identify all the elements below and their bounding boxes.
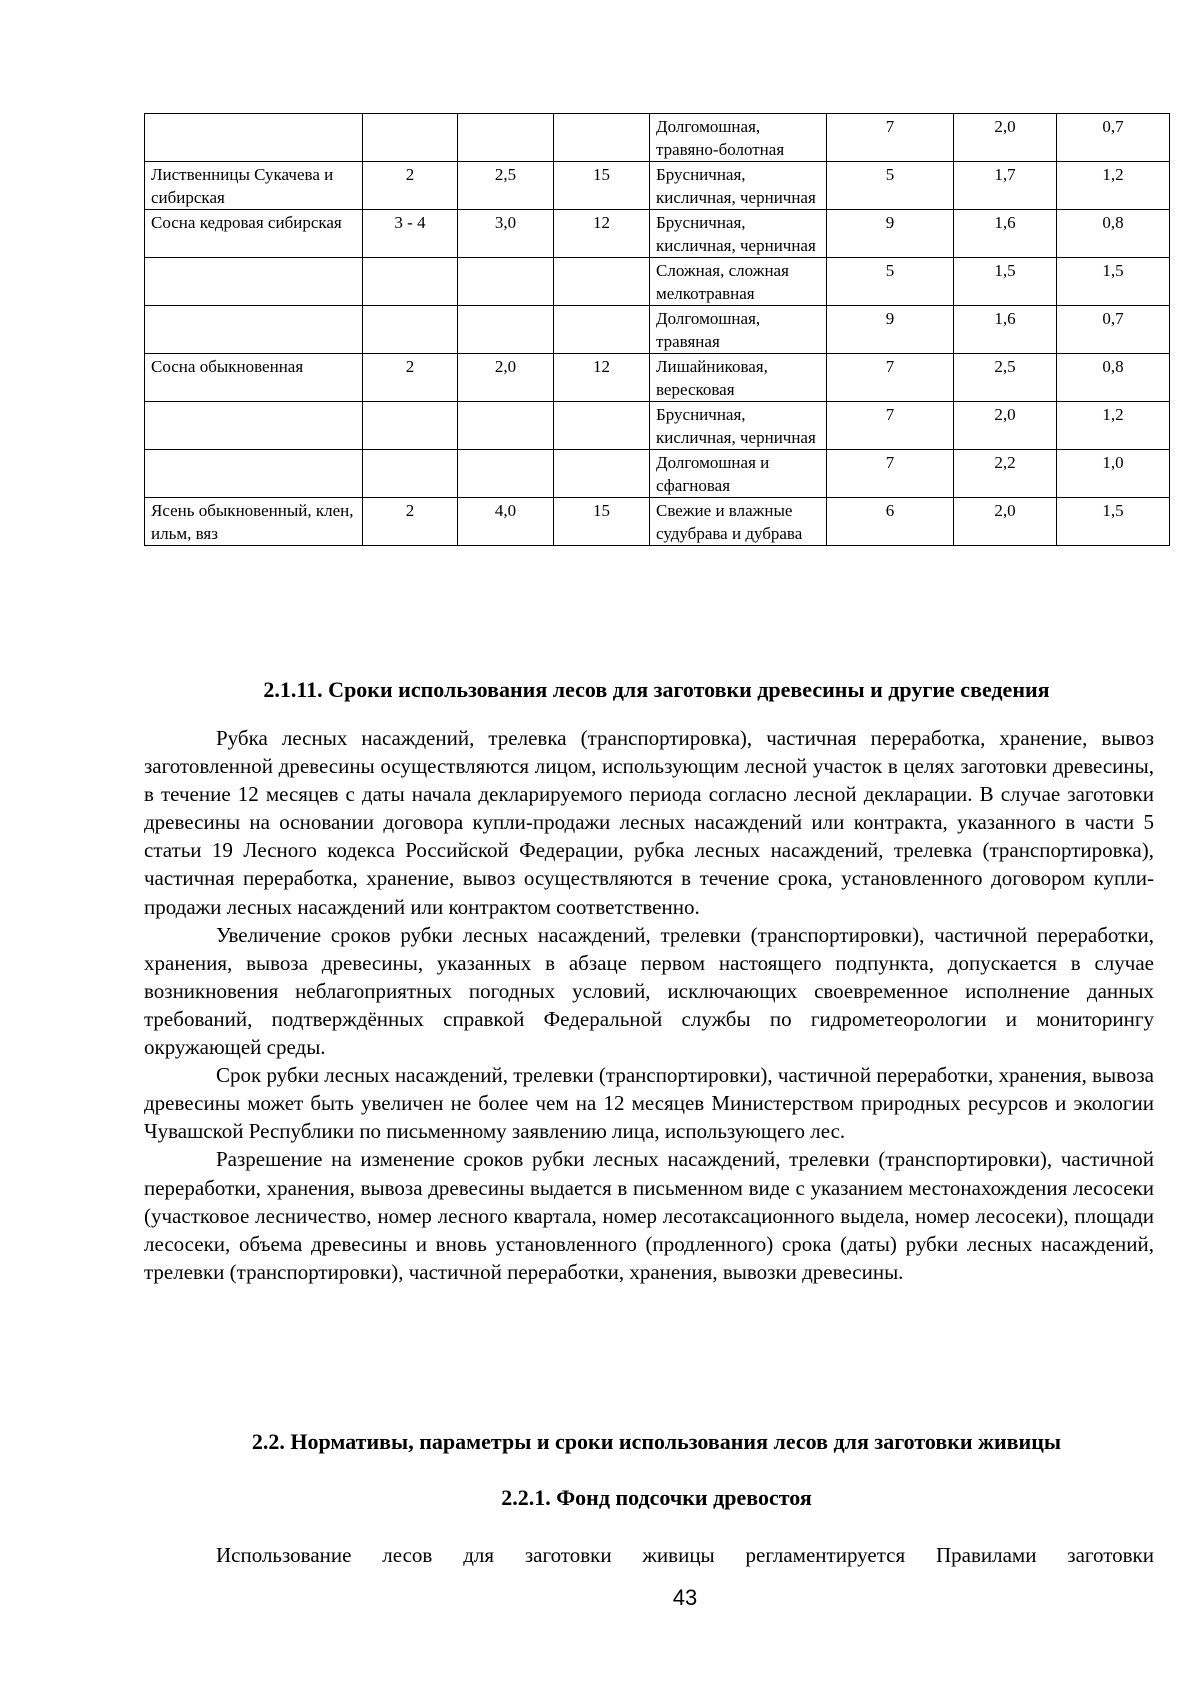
value-cell: 3,0 xyxy=(458,210,554,258)
forest-type-cell: Лишайниковая, вересковая xyxy=(650,354,827,402)
value-cell: 3 - 4 xyxy=(363,210,458,258)
table-row xyxy=(145,402,1170,450)
value-cell xyxy=(554,450,650,498)
species-cell: Лиственницы Сукачева и сибирская xyxy=(145,162,363,210)
section-heading-2-1-11: 2.1.11. Сроки использования лесов для заготовки древесины и другие сведения xyxy=(263,677,1050,702)
value-cell: 12 xyxy=(554,210,650,258)
section-heading-2-2-1: 2.2.1. Фонд подсочки древостоя xyxy=(501,1485,812,1510)
table-row xyxy=(145,210,1170,258)
species-cell: Сосна обыкновенная xyxy=(145,354,363,402)
value-cell xyxy=(554,402,650,450)
value-cell: 1,5 xyxy=(1057,258,1170,306)
value-cell: 2,0 xyxy=(954,114,1057,162)
forest-type-cell: Брусничная, кисличная, черничная xyxy=(650,402,827,450)
value-cell xyxy=(363,258,458,306)
value-cell xyxy=(458,306,554,354)
species-cell xyxy=(145,402,363,450)
value-cell xyxy=(554,258,650,306)
value-cell: 4,0 xyxy=(458,498,554,546)
value-cell: 2,0 xyxy=(954,498,1057,546)
value-cell xyxy=(458,258,554,306)
forest-type-cell: Брусничная, кисличная, черничная xyxy=(650,210,827,258)
value-cell: 2,2 xyxy=(954,450,1057,498)
value-cell xyxy=(554,114,650,162)
table-row xyxy=(145,450,1170,498)
page-number: 43 xyxy=(672,1585,698,1610)
value-cell: 1,7 xyxy=(954,162,1057,210)
paragraph: Использование лесов для заготовки живицы регламентируется Правилами заготовки xyxy=(216,1543,1154,1567)
species-cell xyxy=(145,258,363,306)
value-cell: 5 xyxy=(827,162,954,210)
forest-type-cell: Свежие и влажные судубрава и дубрава xyxy=(650,498,827,546)
value-cell xyxy=(458,402,554,450)
value-cell: 2,5 xyxy=(954,354,1057,402)
value-cell: 1,2 xyxy=(1057,402,1170,450)
forest-type-cell: Сложная, сложная мелкотравная xyxy=(650,258,827,306)
section-body-2-1-11 xyxy=(144,724,1154,1286)
value-cell: 7 xyxy=(827,354,954,402)
table-row xyxy=(145,306,1170,354)
forest-type-cell: Долгомошная и сфагновая xyxy=(650,450,827,498)
species-cell: Сосна кедровая сибирская xyxy=(145,210,363,258)
value-cell xyxy=(458,114,554,162)
value-cell: 1,6 xyxy=(954,306,1057,354)
value-cell: 0,7 xyxy=(1057,306,1170,354)
table-row xyxy=(145,258,1170,306)
paragraph: Разрешение на изменение сроков рубки лесных насаждений, трелевки (транспортировки), частичной переработки, хранения, вывоза древесины выдается в письменном виде с указанием местонахождения лесосеки (участковое лесничество, номер лесного квартала, номер лесотаксационного выдела, номер лесосеки), площади лесосеки, объема древесины и вновь установленного (продленного) срока (даты) рубки лесных насаждений, трелевки (транспортировки), частичной переработки, хранения, вывозки древесины. xyxy=(144,1147,1154,1284)
value-cell xyxy=(363,402,458,450)
value-cell: 2 xyxy=(363,354,458,402)
value-cell: 2,5 xyxy=(458,162,554,210)
paragraph: Срок рубки лесных насаждений, трелевки (транспортировки), частичной переработки, хранения, вывоза древесины может быть увеличен не более чем на 12 месяцев Министерством природных ресурсов и экологии Чувашской Республики по письменному заявлению лица, использующего лес. xyxy=(144,1063,1154,1144)
value-cell: 15 xyxy=(554,498,650,546)
table-row xyxy=(145,114,1170,162)
value-cell: 9 xyxy=(827,306,954,354)
table-row xyxy=(145,498,1170,546)
paragraph: Рубка лесных насаждений, трелевка (транспортировка), частичная переработка, хранение, вывоз заготовленной древесины осуществляются лицом, использующим лесной участок в целях заготовки древесины, в течение 12 месяцев с даты начала декларируемого периода согласно лесной декларации. В случае заготовки древесины на основании договора купли-продажи лесных насаждений или контракта, указанного в части 5 статьи 19 Лесного кодекса Российской Федерации, рубка лесных насаждений, трелевка (транспортировка), частичная переработка, хранение, вывоз осуществляются в течение срока, установленного договором купли-продажи лесных насаждений или контрактом соответственно. xyxy=(144,726,1154,919)
species-cell: Ясень обыкновенный, клен, ильм, вяз xyxy=(145,498,363,546)
value-cell: 1,2 xyxy=(1057,162,1170,210)
value-cell: 7 xyxy=(827,402,954,450)
species-cell xyxy=(145,450,363,498)
forest-type-cell: Долгомошная, травяно-болотная xyxy=(650,114,827,162)
value-cell: 5 xyxy=(827,258,954,306)
value-cell xyxy=(363,114,458,162)
value-cell: 1,5 xyxy=(1057,498,1170,546)
value-cell xyxy=(458,450,554,498)
value-cell: 1,6 xyxy=(954,210,1057,258)
value-cell: 9 xyxy=(827,210,954,258)
species-cell xyxy=(145,114,363,162)
value-cell: 7 xyxy=(827,114,954,162)
value-cell: 2 xyxy=(363,498,458,546)
norm-table xyxy=(144,113,1170,546)
norm-table-body xyxy=(145,114,1170,546)
value-cell xyxy=(363,306,458,354)
value-cell: 2 xyxy=(363,162,458,210)
forest-type-cell: Брусничная, кисличная, черничная xyxy=(650,162,827,210)
value-cell: 2,0 xyxy=(954,402,1057,450)
table-row xyxy=(145,354,1170,402)
value-cell: 2,0 xyxy=(458,354,554,402)
value-cell: 12 xyxy=(554,354,650,402)
value-cell: 15 xyxy=(554,162,650,210)
table-row xyxy=(145,162,1170,210)
value-cell: 0,8 xyxy=(1057,354,1170,402)
value-cell: 1,0 xyxy=(1057,450,1170,498)
value-cell: 0,7 xyxy=(1057,114,1170,162)
paragraph: Увеличение сроков рубки лесных насаждений, трелевки (транспортировки), частичной переработки, хранения, вывоза древесины, указанных в абзаце первом настоящего подпункта, допускается в случае возникновения неблагоприятных погодных условий, исключающих своевременное исполнение данных требований, подтверждённых справкой Федеральной службы по гидрометеорологии и мониторингу окружающей среды. xyxy=(144,922,1154,1060)
section-heading-2-2: 2.2. Нормативы, параметры и сроки использования лесов для заготовки живицы xyxy=(251,1429,1062,1454)
value-cell xyxy=(554,306,650,354)
value-cell: 6 xyxy=(827,498,954,546)
value-cell: 0,8 xyxy=(1057,210,1170,258)
value-cell: 1,5 xyxy=(954,258,1057,306)
value-cell xyxy=(363,450,458,498)
forest-type-cell: Долгомошная, травяная xyxy=(650,306,827,354)
value-cell: 7 xyxy=(827,450,954,498)
species-cell xyxy=(145,306,363,354)
